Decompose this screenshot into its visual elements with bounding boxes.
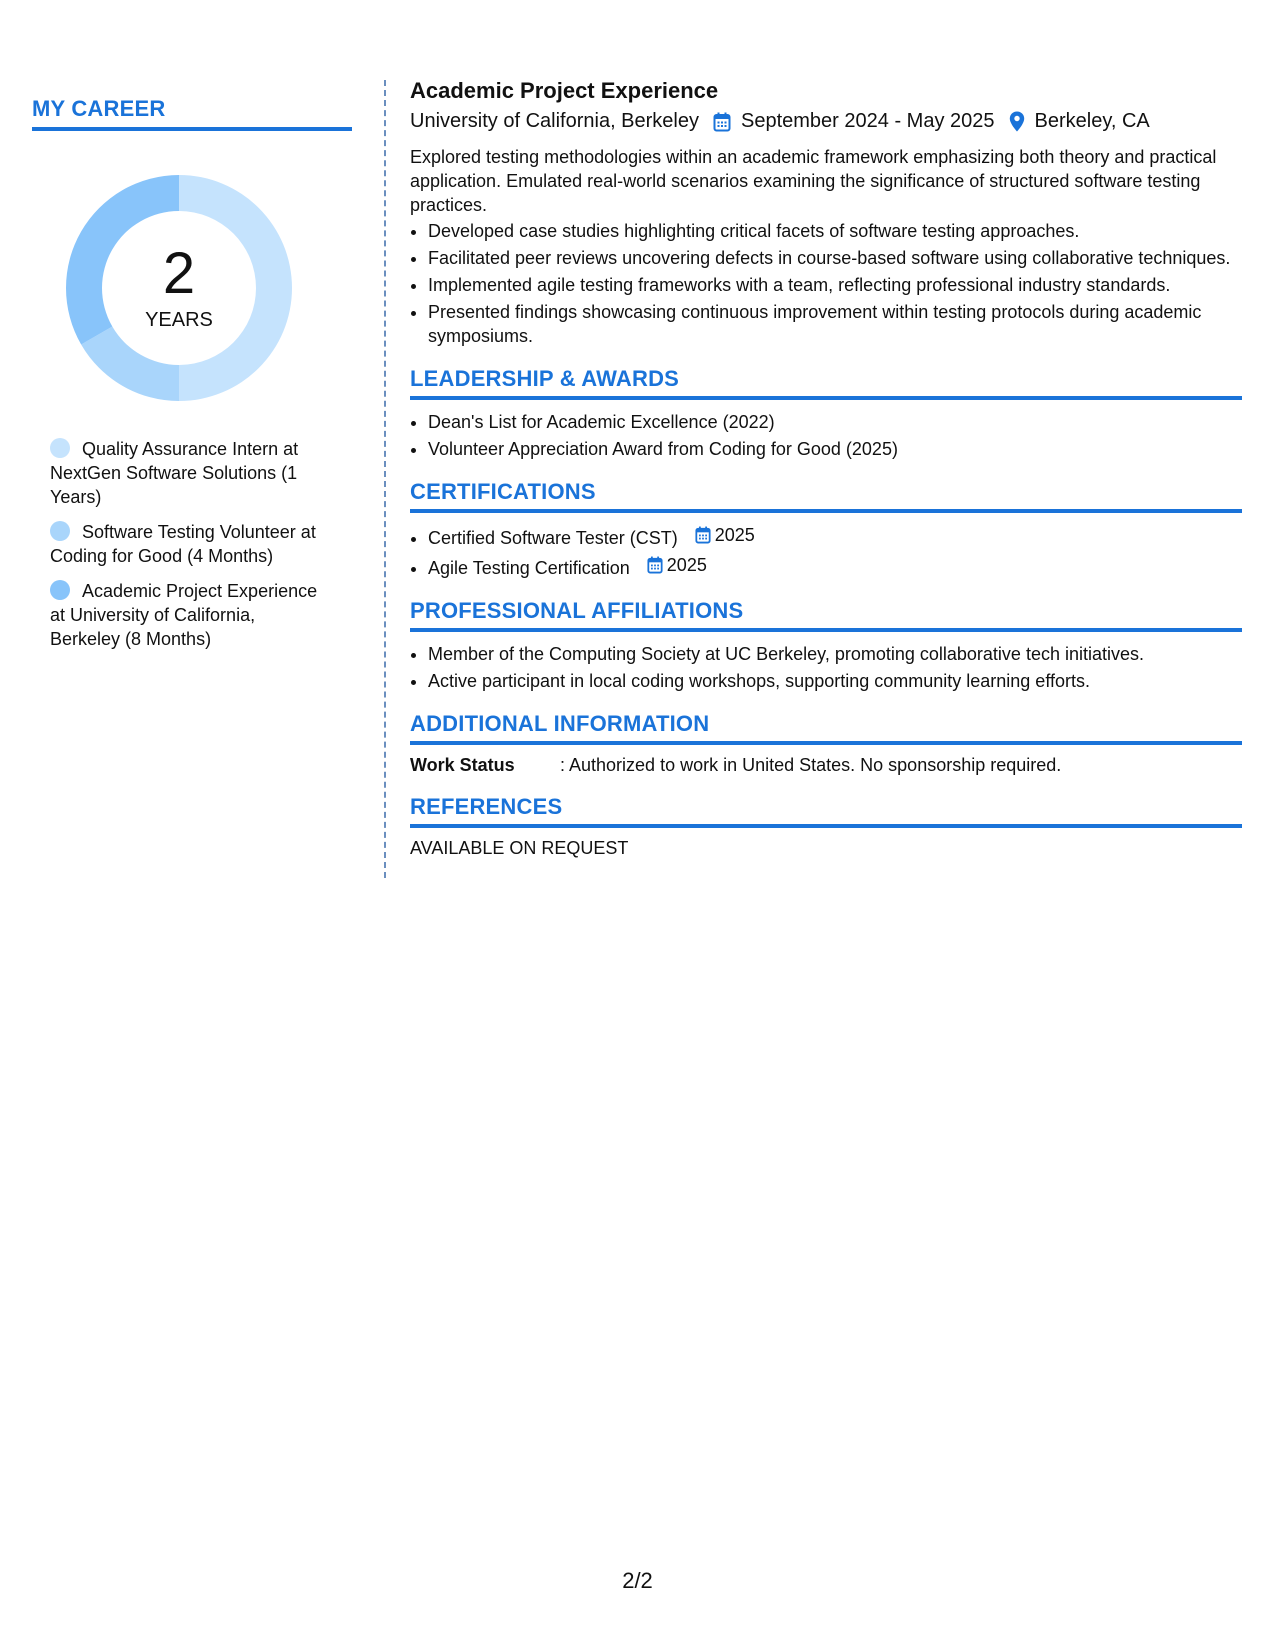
legend-dot bbox=[50, 580, 70, 600]
certifications-section bbox=[410, 479, 1242, 580]
certification-year bbox=[647, 553, 707, 577]
career-sidebar bbox=[32, 96, 352, 662]
additional-info-title: ADDITIONAL INFORMATION bbox=[410, 711, 1242, 745]
affiliations-list bbox=[410, 642, 1242, 693]
affiliations-section bbox=[410, 598, 1242, 693]
experience-title: Academic Project Experience bbox=[410, 78, 719, 103]
leadership-title: LEADERSHIP & AWARDS bbox=[410, 366, 1242, 400]
certification-name: Agile Testing Certification bbox=[428, 558, 630, 578]
affiliations-title: PROFESSIONAL AFFILIATIONS bbox=[410, 598, 1242, 632]
list-item: • Presented findings showcasing continuous improvement within testing protocols during academic symposiums. bbox=[428, 300, 1242, 348]
list-item: • Developed case studies highlighting critical facets of software testing approaches. bbox=[428, 219, 1242, 243]
legend-label: Software Testing Volunteer at Coding for Good (4 Months) bbox=[50, 522, 316, 566]
list-item bbox=[428, 523, 1242, 550]
leadership-section bbox=[410, 366, 1242, 461]
legend-label: Quality Assurance Intern at NextGen Software Solutions (1 Years) bbox=[50, 439, 299, 507]
experience-organization: University of California, Berkeley bbox=[410, 110, 699, 132]
career-title: MY CAREER bbox=[32, 96, 352, 131]
references-section bbox=[410, 794, 1242, 859]
legend-label: Academic Project Experience at University of California, Berkeley (8 Months) bbox=[50, 581, 318, 649]
column-divider bbox=[384, 80, 386, 878]
work-status-row bbox=[410, 755, 1242, 776]
leadership-list bbox=[410, 410, 1242, 461]
work-status-label: Work Status bbox=[410, 755, 515, 775]
donut-center bbox=[66, 175, 292, 401]
legend-dot bbox=[50, 521, 70, 541]
legend-item bbox=[50, 520, 320, 568]
references-text: AVAILABLE ON REQUEST bbox=[410, 838, 629, 858]
certifications-list bbox=[410, 523, 1242, 580]
calendar-icon bbox=[647, 556, 663, 574]
list-item: • Active participant in local coding workshops, supporting community learning efforts. bbox=[428, 669, 1242, 693]
additional-info-section bbox=[410, 711, 1242, 776]
list-item: • Dean's List for Academic Excellence (2022) bbox=[428, 410, 1242, 434]
legend-dot bbox=[50, 438, 70, 458]
map-pin-icon bbox=[1009, 111, 1025, 132]
page-number: 2/2 bbox=[622, 1568, 653, 1593]
legend-item bbox=[50, 437, 320, 509]
list-item bbox=[428, 553, 1242, 580]
legend-item bbox=[50, 579, 320, 651]
certification-year-text: 2025 bbox=[714, 525, 755, 545]
list-item: • Volunteer Appreciation Award from Coding for Good (2025) bbox=[428, 437, 1242, 461]
career-total-years: 2 bbox=[162, 240, 196, 306]
certification-year bbox=[695, 523, 755, 547]
calendar-icon bbox=[695, 526, 711, 544]
certification-name: Certified Software Tester (CST) bbox=[428, 528, 678, 548]
references-title: REFERENCES bbox=[410, 794, 1242, 828]
experience-location: Berkeley, CA bbox=[1034, 110, 1150, 132]
work-status-value: : Authorized to work in United States. No sponsorship required. bbox=[560, 755, 1062, 775]
certification-year-text: 2025 bbox=[666, 555, 707, 575]
career-donut-chart bbox=[66, 175, 292, 401]
list-item: • Member of the Computing Society at UC Berkeley, promoting collaborative tech initiatives. bbox=[428, 642, 1242, 666]
career-legend bbox=[50, 437, 320, 651]
experience-description: Explored testing methodologies within an academic framework emphasizing both theory and practical application. Emulated real-world scenarios examining the significance of structured software testing practices. bbox=[410, 147, 1217, 215]
list-item: • Implemented agile testing frameworks with a team, reflecting professional industry standards. bbox=[428, 273, 1242, 297]
experience-entry bbox=[410, 78, 1242, 348]
experience-dates: September 2024 - May 2025 bbox=[741, 110, 995, 132]
certifications-title: CERTIFICATIONS bbox=[410, 479, 1242, 513]
calendar-icon bbox=[713, 112, 731, 132]
experience-meta bbox=[410, 110, 1242, 133]
list-item: • Facilitated peer reviews uncovering defects in course-based software using collaborative techniques. bbox=[428, 246, 1242, 270]
career-total-unit: YEARS bbox=[145, 308, 213, 331]
main-content bbox=[410, 78, 1242, 859]
experience-bullets bbox=[410, 219, 1242, 348]
